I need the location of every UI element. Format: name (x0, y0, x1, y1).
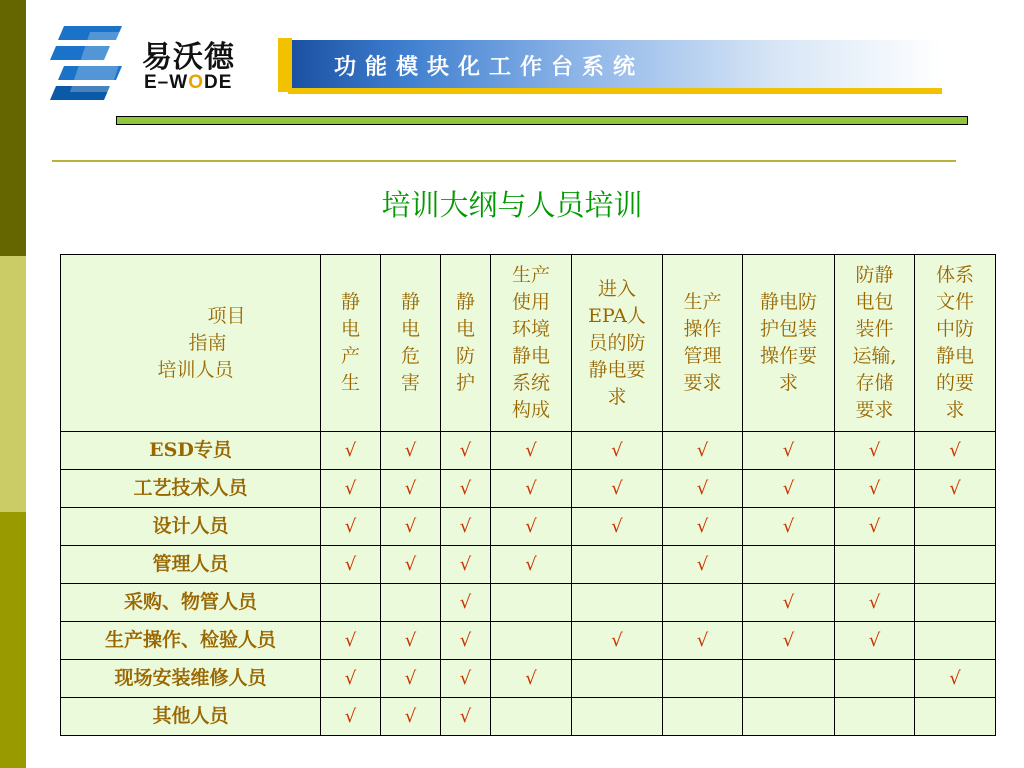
checkmark-icon: √ (344, 554, 357, 575)
column-header (835, 255, 915, 432)
matrix-cell (572, 584, 663, 622)
matrix-cell (915, 508, 996, 546)
checkmark-icon: √ (868, 630, 881, 651)
matrix-cell (915, 660, 996, 698)
row-label: 工艺技术人员 (61, 470, 321, 508)
matrix-cell (441, 546, 491, 584)
matrix-cell (381, 698, 441, 736)
column-header-text: 体系 文件 中防 静电 的要 求 (935, 264, 974, 421)
checkmark-icon: √ (949, 440, 961, 461)
matrix-cell (915, 432, 996, 470)
checkmark-icon: √ (344, 630, 357, 651)
matrix-cell (743, 660, 835, 698)
matrix-cell (441, 660, 491, 698)
matrix-cell (321, 470, 381, 508)
matrix-cell (381, 470, 441, 508)
matrix-cell (743, 432, 835, 470)
matrix-cell (663, 660, 743, 698)
table-row (61, 546, 996, 584)
company-logo (50, 22, 260, 102)
matrix-cell (915, 698, 996, 736)
checkmark-icon: √ (404, 440, 417, 461)
row-label: 现场安装维修人员 (61, 660, 321, 698)
table-row (61, 660, 996, 698)
row-label: 生产操作、检验人员 (61, 622, 321, 660)
table-row (61, 470, 996, 508)
checkmark-icon: √ (611, 630, 623, 651)
checkmark-icon: √ (696, 554, 709, 575)
column-header-text: 静 电 防 护 (455, 291, 475, 394)
matrix-cell (663, 546, 743, 584)
corner-label-trainees: 培训人员 (157, 358, 234, 381)
matrix-cell (572, 546, 663, 584)
table-header-row (61, 255, 996, 432)
matrix-cell (321, 584, 381, 622)
matrix-cell (572, 470, 663, 508)
slide-title: 培训大纲与人员培训 (381, 188, 643, 222)
checkmark-icon: √ (611, 478, 623, 499)
matrix-cell (321, 622, 381, 660)
checkmark-icon: √ (525, 478, 537, 499)
checkmark-icon: √ (459, 668, 472, 689)
checkmark-icon: √ (404, 668, 417, 689)
checkmark-icon: √ (459, 706, 472, 727)
checkmark-icon: √ (459, 440, 472, 461)
matrix-cell (381, 622, 441, 660)
checkmark-icon: √ (696, 630, 709, 651)
banner-accent (278, 38, 292, 92)
checkmark-icon: √ (868, 440, 881, 461)
matrix-cell (491, 584, 572, 622)
checkmark-icon: √ (344, 706, 357, 727)
matrix-cell (491, 470, 572, 508)
checkmark-icon: √ (459, 630, 472, 651)
matrix-cell (663, 432, 743, 470)
matrix-cell (835, 508, 915, 546)
checkmark-icon: √ (782, 440, 795, 461)
matrix-cell (572, 698, 663, 736)
matrix-cell (381, 584, 441, 622)
matrix-cell (441, 432, 491, 470)
table-row (61, 698, 996, 736)
matrix-cell (491, 432, 572, 470)
checkmark-icon: √ (782, 592, 795, 613)
checkmark-icon: √ (868, 592, 881, 613)
checkmark-icon: √ (949, 478, 961, 499)
matrix-cell (321, 432, 381, 470)
matrix-cell (835, 470, 915, 508)
column-header (915, 255, 996, 432)
matrix-cell (441, 622, 491, 660)
logo-en-prefix: E–W (144, 72, 189, 93)
checkmark-icon: √ (525, 440, 537, 461)
corner-label-item: 项目 (207, 304, 246, 327)
column-header (572, 255, 663, 432)
checkmark-icon: √ (611, 516, 623, 537)
matrix-cell (915, 470, 996, 508)
matrix-cell (743, 546, 835, 584)
matrix-cell (663, 584, 743, 622)
checkmark-icon: √ (696, 440, 709, 461)
matrix-cell (491, 622, 572, 660)
matrix-cell (835, 584, 915, 622)
checkmark-icon: √ (782, 516, 795, 537)
checkmark-icon: √ (459, 592, 472, 613)
column-header (491, 255, 572, 432)
system-banner (278, 38, 942, 96)
banner-title: 功能模块化工作台系统 (334, 55, 645, 80)
column-header-text: 静 电 产 生 (340, 291, 360, 394)
row-label: 管理人员 (61, 546, 321, 584)
matrix-cell (381, 508, 441, 546)
matrix-cell (663, 622, 743, 660)
logo-mark-icon (50, 22, 136, 102)
matrix-cell (321, 508, 381, 546)
column-header (743, 255, 835, 432)
matrix-cell (835, 698, 915, 736)
matrix-cell (321, 698, 381, 736)
logo-brand-cn: 易沃德 (142, 40, 235, 75)
table-row (61, 508, 996, 546)
matrix-cell (441, 584, 491, 622)
logo-en-suffix: DE (203, 72, 233, 93)
checkmark-icon: √ (525, 668, 537, 689)
row-label: 采购、物管人员 (61, 584, 321, 622)
matrix-cell (663, 698, 743, 736)
matrix-cell (915, 622, 996, 660)
matrix-cell (491, 698, 572, 736)
table-row (61, 432, 996, 470)
checkmark-icon: √ (525, 554, 537, 575)
checkmark-icon: √ (404, 554, 417, 575)
matrix-cell (743, 508, 835, 546)
header-corner-cell (61, 255, 321, 432)
checkmark-icon: √ (782, 630, 795, 651)
matrix-cell (491, 508, 572, 546)
checkmark-icon: √ (782, 478, 795, 499)
matrix-cell (743, 622, 835, 660)
green-divider-bar (116, 116, 968, 125)
matrix-cell (743, 698, 835, 736)
left-stripe-light (0, 256, 26, 512)
checkmark-icon: √ (404, 630, 417, 651)
checkmark-icon: √ (344, 478, 357, 499)
matrix-cell (835, 622, 915, 660)
column-header (381, 255, 441, 432)
matrix-cell (381, 546, 441, 584)
checkmark-icon: √ (696, 478, 709, 499)
column-header (663, 255, 743, 432)
matrix-cell (572, 622, 663, 660)
column-header-text: 静电防 护包装 操作要 求 (759, 291, 817, 394)
checkmark-icon: √ (525, 516, 537, 537)
matrix-cell (381, 660, 441, 698)
row-label: 设计人员 (61, 508, 321, 546)
matrix-cell (572, 508, 663, 546)
matrix-cell (835, 660, 915, 698)
matrix-cell (491, 660, 572, 698)
matrix-cell (441, 470, 491, 508)
column-header-text: 进入 EPA人 员的防 静电要 求 (588, 277, 646, 408)
table-row (61, 584, 996, 622)
matrix-cell (572, 432, 663, 470)
matrix-cell (572, 660, 663, 698)
checkmark-icon: √ (459, 554, 472, 575)
matrix-cell (441, 698, 491, 736)
checkmark-icon: √ (868, 516, 881, 537)
matrix-cell (743, 470, 835, 508)
checkmark-icon: √ (404, 516, 417, 537)
matrix-cell (321, 660, 381, 698)
checkmark-icon: √ (344, 440, 357, 461)
checkmark-icon: √ (949, 668, 961, 689)
matrix-cell (381, 432, 441, 470)
checkmark-icon: √ (404, 706, 417, 727)
olive-rule (52, 160, 956, 162)
training-matrix-table (60, 254, 996, 736)
column-header-text: 静 电 危 害 (400, 291, 420, 394)
column-header (441, 255, 491, 432)
checkmark-icon: √ (459, 478, 472, 499)
matrix-cell (835, 432, 915, 470)
checkmark-icon: √ (696, 516, 709, 537)
matrix-cell (915, 546, 996, 584)
matrix-cell (663, 508, 743, 546)
corner-label-guide: 指南 (188, 331, 227, 354)
column-header-text: 防静 电包 装件 运输, 存储 要求 (852, 264, 897, 421)
checkmark-icon: √ (344, 668, 357, 689)
matrix-cell (835, 546, 915, 584)
matrix-cell (321, 546, 381, 584)
column-header (321, 255, 381, 432)
checkmark-icon: √ (459, 516, 472, 537)
matrix-cell (915, 584, 996, 622)
matrix-cell (441, 508, 491, 546)
checkmark-icon: √ (611, 440, 623, 461)
checkmark-icon: √ (344, 516, 357, 537)
logo-en-o: O (188, 72, 204, 93)
left-stripe-olive (0, 512, 26, 768)
banner-underline (288, 88, 942, 94)
table-row (61, 622, 996, 660)
matrix-cell (663, 470, 743, 508)
column-header-text: 生产 使用 环境 静电 系统 构成 (511, 264, 550, 421)
row-label: ESD专员 (61, 432, 321, 470)
column-header-text: 生产 操作 管理 要求 (683, 291, 722, 394)
matrix-cell (743, 584, 835, 622)
row-label: 其他人员 (61, 698, 321, 736)
matrix-cell (491, 546, 572, 584)
checkmark-icon: √ (404, 478, 417, 499)
logo-brand-en (144, 72, 232, 94)
checkmark-icon: √ (868, 478, 881, 499)
